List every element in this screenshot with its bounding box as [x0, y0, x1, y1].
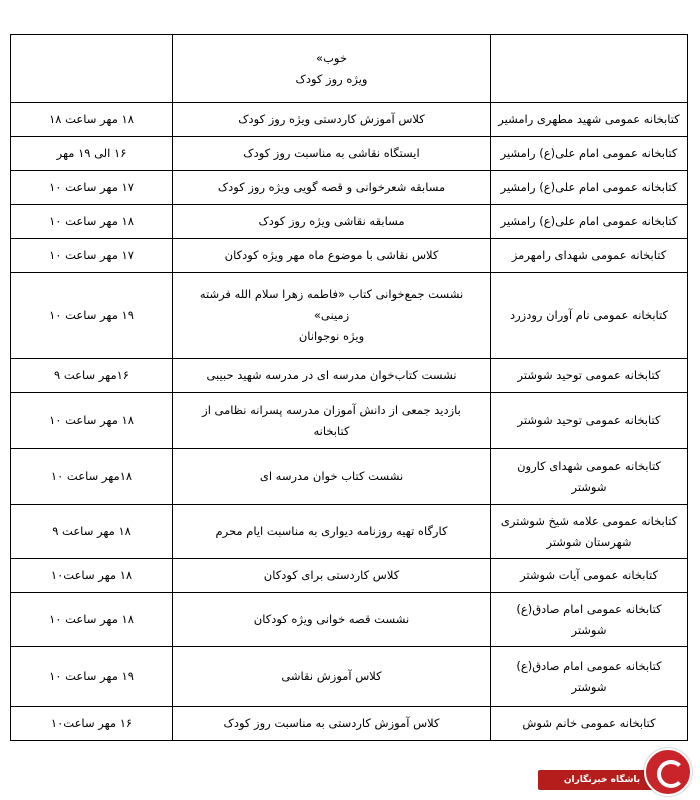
program-cell — [173, 707, 491, 741]
program-line: کلاس کاردستی برای کودکان — [263, 568, 400, 582]
library-cell — [491, 359, 688, 393]
table-row — [11, 205, 688, 239]
library-line: شهرستان شوشتر — [546, 534, 632, 549]
program-line: کلاس آموزش نقاشی — [281, 669, 382, 683]
library-line: کتابخانه عمومی شهید مطهری رامشیر — [498, 112, 680, 126]
library-line: کتابخانه عمومی علامه شیخ شوشتری — [500, 513, 678, 528]
agency-logo-icon — [644, 748, 692, 796]
library-line: کتابخانه عمومی توحید شوشتر — [517, 368, 661, 382]
news-agency-watermark — [532, 752, 692, 796]
program-cell — [173, 171, 491, 205]
program-line: نشست کتاب‌خوان مدرسه ای در مدرسه شهید حبیبی — [206, 368, 457, 382]
program-cell — [173, 273, 491, 359]
table-row — [11, 239, 688, 273]
date-cell: ۱۸ مهر ساعت ۱۰ — [11, 593, 173, 647]
date-cell: ۱۶ مهر ساعت۱۰ — [11, 707, 173, 741]
library-line: کتابخانه عمومی امام علی(ع) رامشیر — [500, 214, 678, 228]
table-body — [11, 35, 688, 741]
table-row-header-continuation — [11, 35, 688, 103]
table-row — [11, 707, 688, 741]
program-line: کتابخانه — [313, 423, 350, 438]
library-cell — [491, 393, 688, 449]
date-cell: ۱۹ مهر ساعت ۱۰ — [11, 273, 173, 359]
library-cell — [491, 647, 688, 707]
program-line: زمینی» — [313, 308, 350, 322]
library-cell — [491, 593, 688, 647]
program-cell — [173, 103, 491, 137]
program-line: نشست کتاب خوان مدرسه ای — [259, 469, 404, 483]
date-cell: ۱۶مهر ساعت ۹ — [11, 359, 173, 393]
library-cell — [491, 103, 688, 137]
date-cell: ۱۸ مهر ساعت ۱۰ — [11, 205, 173, 239]
program-line: خوب» — [316, 50, 347, 65]
library-line: شوشتر — [571, 479, 607, 494]
program-line: کلاس نقاشی با موضوع ماه مهر ویژه کودکان — [224, 248, 439, 262]
library-line: کتابخانه عمومی امام علی(ع) رامشیر — [500, 180, 678, 194]
date-cell: ۱۸ مهر ساعت ۱۰ — [11, 393, 173, 449]
date-cell: ۱۷ مهر ساعت ۱۰ — [11, 171, 173, 205]
program-cell — [173, 137, 491, 171]
table-row — [11, 273, 688, 359]
library-line: کتابخانه عمومی امام علی(ع) رامشیر — [500, 146, 678, 160]
program-line: نشست جمع‌خوانی کتاب «فاطمه زهرا سلام الله فرشته — [199, 287, 464, 301]
date-cell: ۱۷ مهر ساعت ۱۰ — [11, 239, 173, 273]
program-line: کلاس آموزش کاردستی به مناسبت روز کودک — [223, 716, 440, 730]
library-cell — [491, 137, 688, 171]
program-line: ویژه نوجوانان — [298, 329, 365, 343]
library-cell — [491, 239, 688, 273]
library-line: کتابخانه عمومی خانم شوش — [522, 716, 656, 730]
table-row — [11, 137, 688, 171]
program-cell — [173, 205, 491, 239]
program-line: کارگاه تهیه روزنامه دیواری به مناسبت ایام محرم — [215, 524, 448, 538]
program-cell — [173, 393, 491, 449]
date-cell: ۱۸ مهر ساعت۱۰ — [11, 559, 173, 593]
program-cell — [173, 449, 491, 505]
table-row — [11, 359, 688, 393]
library-line: شوشتر — [571, 622, 607, 637]
date-cell: ۱۸ مهر ساعت ۱۸ — [11, 103, 173, 137]
table-row — [11, 393, 688, 449]
program-line: کلاس آموزش کاردستی ویژه روز کودک — [238, 112, 425, 126]
library-cell — [491, 171, 688, 205]
library-cell — [491, 559, 688, 593]
table-row — [11, 559, 688, 593]
table-row — [11, 593, 688, 647]
library-cell — [491, 449, 688, 505]
date-cell: ۱۶ الی ۱۹ مهر — [11, 137, 173, 171]
library-line: کتابخانه عمومی نام آوران رودزرد — [510, 308, 668, 322]
library-line: شوشتر — [571, 679, 607, 694]
program-line: ایستگاه نقاشی به مناسبت روز کودک — [243, 146, 420, 160]
library-line: کتابخانه عمومی امام صادق(ع) — [516, 601, 662, 616]
watermark-label: باشگاه خبرنگاران — [538, 770, 666, 790]
program-line: مسابقه نقاشی ویژه روز کودک — [258, 214, 405, 228]
date-cell: ۱۹ مهر ساعت ۱۰ — [11, 647, 173, 707]
program-line: نشست قصه خوانی ویژه کودکان — [253, 612, 410, 626]
table-row — [11, 171, 688, 205]
library-line: کتابخانه عمومی توحید شوشتر — [517, 413, 661, 427]
program-cell — [173, 239, 491, 273]
program-cell — [173, 35, 491, 103]
program-cell — [173, 359, 491, 393]
program-cell — [173, 505, 491, 559]
date-cell: ۱۸مهر ساعت ۱۰ — [11, 449, 173, 505]
date-cell — [11, 35, 173, 103]
table-row — [11, 647, 688, 707]
library-cell — [491, 35, 688, 103]
program-cell — [173, 559, 491, 593]
library-line: کتابخانه عمومی امام صادق(ع) — [516, 658, 662, 673]
program-line: مسابقه شعرخوانی و قصه گویی ویژه روز کودک — [217, 180, 446, 194]
library-line: کتابخانه عمومی شهدای کارون — [517, 458, 661, 473]
table-row — [11, 103, 688, 137]
library-cell — [491, 273, 688, 359]
table-row — [11, 505, 688, 559]
program-line: بازدید جمعی از دانش آموزان مدرسه پسرانه نظامی از — [202, 402, 461, 417]
library-events-table — [10, 34, 688, 741]
library-line: کتابخانه عمومی شهدای رامهرمز — [511, 248, 667, 262]
library-cell — [491, 505, 688, 559]
program-cell — [173, 647, 491, 707]
date-cell: ۱۸ مهر ساعت ۹ — [11, 505, 173, 559]
table-row — [11, 449, 688, 505]
program-line: ویژه روز کودک — [295, 71, 368, 86]
library-line: کتابخانه عمومی آیات شوشتر — [520, 568, 658, 582]
library-cell — [491, 205, 688, 239]
program-cell — [173, 593, 491, 647]
library-cell — [491, 707, 688, 741]
